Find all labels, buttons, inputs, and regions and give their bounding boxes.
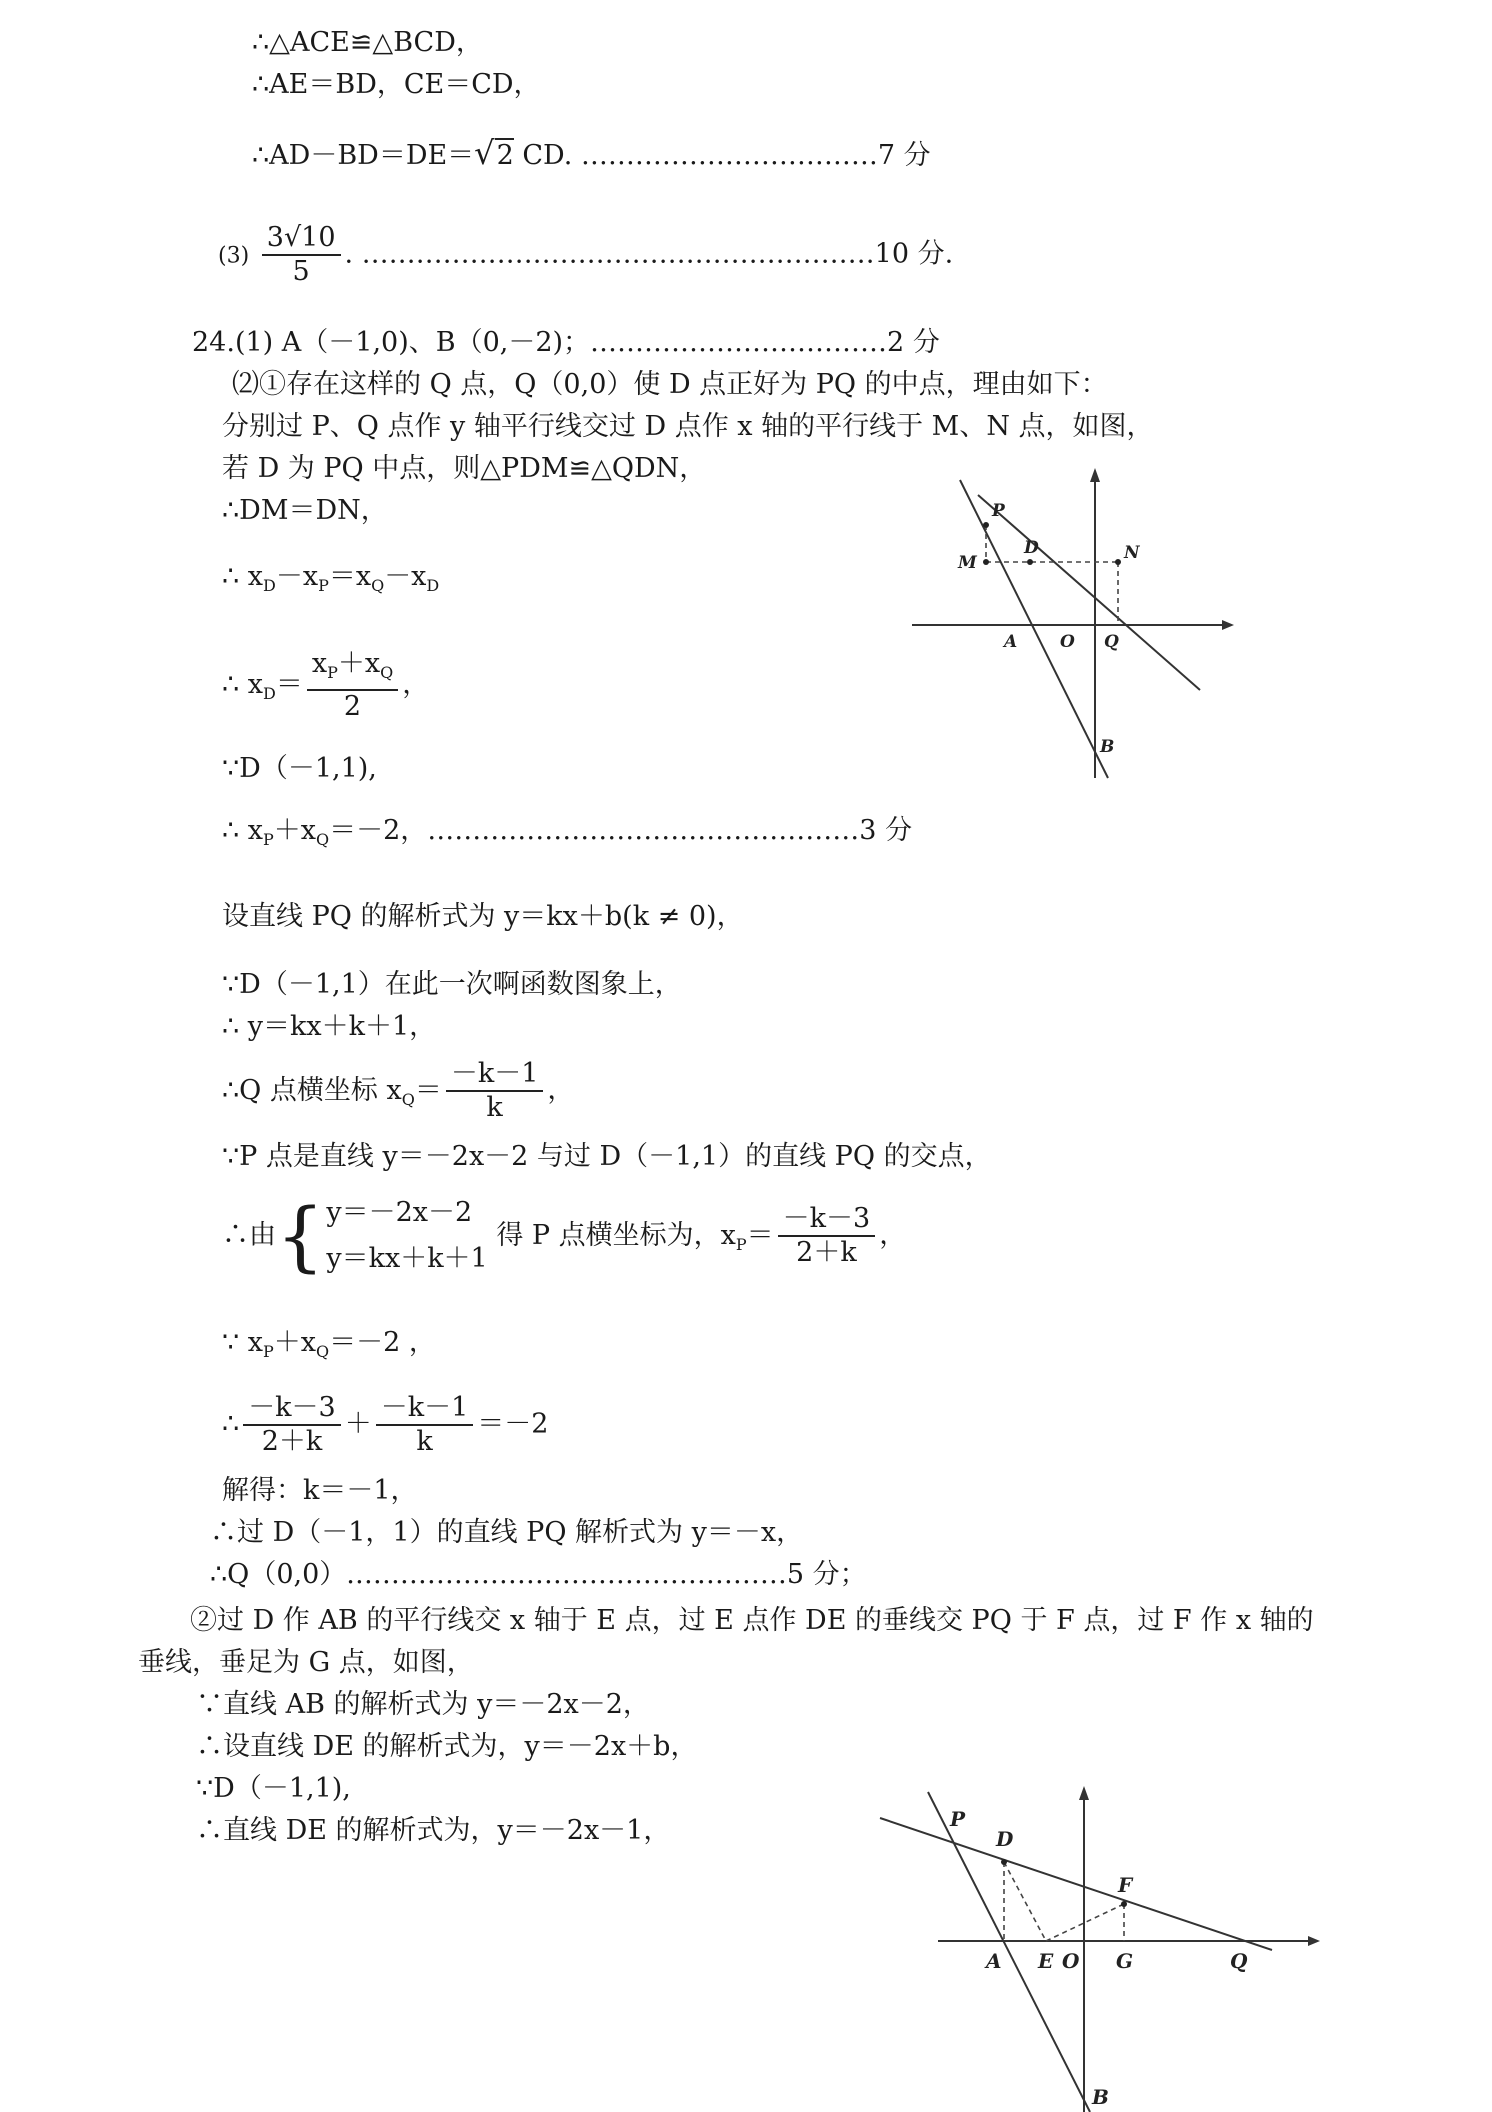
fraction-denominator: 2＋k: [796, 1237, 857, 1268]
text-line: 分别过 P、Q 点作 y 轴平行线交过 D 点作 x 轴的平行线于 M、N 点，如图，: [222, 411, 1154, 442]
fraction-numerator: －k－1: [376, 1392, 474, 1426]
label-a: A: [986, 1949, 1002, 1973]
label-b: B: [1092, 2085, 1109, 2109]
y-axis-arrow-icon: [1090, 468, 1100, 482]
point-d: [1001, 1859, 1007, 1865]
text-run: ，: [879, 1219, 907, 1251]
text-run: ＋: [344, 1408, 372, 1440]
part-label: (3): [218, 243, 250, 269]
text-line: 设直线 PQ 的解析式为 y＝kx＋b(k ≠ 0)，: [222, 901, 744, 932]
text-line: ∴ y＝kx＋k＋1，: [222, 1011, 437, 1042]
text-line: 垂线，垂足为 G 点，如图，: [138, 1647, 474, 1678]
equation-system: [276, 1190, 488, 1282]
fraction-numerator: －k－3: [243, 1392, 341, 1426]
text-line: ②过 D 作 AB 的平行线交 x 轴于 E 点，过 E 点作 DE 的垂线交 PQ 于 F 点，过 F 作 x 轴的: [190, 1605, 1314, 1636]
x-axis-arrow-icon: [1308, 1936, 1320, 1946]
text-line: [222, 1190, 906, 1282]
text-run: CD.: [522, 140, 573, 171]
figure-1-diagram: [900, 460, 1240, 790]
fraction: [262, 222, 341, 288]
fraction: [778, 1203, 876, 1269]
text-run: ＝－2: [477, 1408, 549, 1440]
label-p: P: [950, 1807, 966, 1831]
text-line: ∵直线 AB 的解析式为 y＝－2x－2，: [196, 1689, 650, 1720]
de-dashed: [1004, 1862, 1046, 1941]
text-line: [222, 648, 429, 723]
text-line: ∵D（－1,1）在此一次啊函数图象上，: [222, 969, 682, 1000]
sqrt-expression: √2: [474, 134, 514, 172]
fraction-denominator: 2: [343, 691, 362, 722]
label-q: Q: [1230, 1949, 1248, 1973]
figure-2-diagram: [860, 1778, 1320, 2112]
text-line: [222, 1058, 574, 1124]
point-d: [1027, 559, 1033, 565]
question-heading: 24.(1) A（－1,0)、B（0,－2)；……………………………2 分: [192, 327, 940, 358]
text-line: ∴直线 DE 的解析式为，y＝－2x－1，: [196, 1815, 671, 1846]
point-m: [983, 559, 989, 565]
point-p: [983, 522, 989, 528]
line-pq: [978, 495, 1200, 690]
line-ab: [960, 480, 1108, 778]
fraction-denominator: k: [416, 1426, 433, 1457]
brace-icon: {: [276, 1191, 325, 1280]
text-line: ∴设直线 DE 的解析式为，y＝－2x＋b，: [196, 1731, 698, 1762]
fraction-denominator: k: [486, 1092, 503, 1123]
label-q: Q: [1104, 632, 1119, 652]
text-line: ∴ $x_D-x_P=x_Q-x_D$: [222, 561, 440, 595]
text-line: [252, 136, 931, 173]
fraction-numerator: －k－3: [778, 1203, 876, 1237]
label-o: O: [1060, 632, 1075, 652]
equation-row: y＝kx＋k＋1: [326, 1243, 488, 1274]
fraction: [307, 648, 398, 723]
label-a: A: [1004, 632, 1018, 652]
label-o: O: [1062, 1949, 1080, 1973]
label-n: N: [1124, 543, 1140, 563]
label-p: P: [992, 501, 1005, 521]
label-d: D: [996, 1827, 1014, 1851]
text-line: ∴过 D（－1，1）的直线 PQ 解析式为 y＝－x，: [210, 1517, 804, 1548]
point-n: [1115, 559, 1121, 565]
label-e: E: [1038, 1949, 1054, 1973]
text-line: 解得：k＝－1，: [222, 1475, 418, 1506]
score-leader: ……………………………7 分: [572, 140, 931, 171]
text-line: [222, 1392, 548, 1458]
text-line: ∴AE＝BD，CE＝CD，: [252, 69, 541, 100]
fraction: [243, 1392, 341, 1458]
text-run: ∴: [222, 1408, 240, 1440]
text-run: ∴Q 点横坐标 $x_Q=$: [222, 1074, 442, 1109]
score-leader: . …………………………………………………10 分.: [344, 238, 954, 270]
text-line: 若 D 为 PQ 中点，则△PDM≌△QDN，: [222, 453, 707, 484]
text-line: ∵D（－1,1),: [222, 753, 377, 784]
text-line: ∵ $x_P+x_Q=-2$ ，: [222, 1327, 436, 1361]
fraction: [446, 1058, 544, 1124]
line-pq: [880, 1818, 1272, 1950]
equation-row: y＝－2x－2: [326, 1197, 473, 1228]
fraction-denominator: 5: [292, 256, 310, 287]
y-axis-arrow-icon: [1079, 1786, 1089, 1800]
label-m: M: [958, 553, 977, 573]
label-f: F: [1118, 1873, 1133, 1897]
text-run: ∴ $x_D=$: [222, 669, 303, 703]
text-line: [218, 222, 953, 288]
fraction-numerator: －k－1: [446, 1058, 544, 1092]
text-run: 得 P 点横坐标为，$x_P=$: [496, 1219, 774, 1254]
x-axis-arrow-icon: [1222, 620, 1234, 630]
text-run: ∴AD－BD＝DE＝: [252, 140, 475, 171]
text-line: ∵D（－1,1),: [196, 1773, 351, 1804]
fraction-numerator: $x_P+x_Q$: [307, 648, 398, 691]
text-line: ∴Q（0,0）.…………………………………………5 分；: [210, 1559, 867, 1590]
fraction-denominator: 2＋k: [261, 1426, 323, 1457]
text-line: ∴ $x_P+x_Q=-2$，…………………………………………3 分: [222, 815, 913, 849]
point-f: [1121, 1901, 1127, 1907]
text-run: ，: [547, 1074, 575, 1106]
label-b: B: [1100, 737, 1115, 757]
fraction-numerator: 3√10: [262, 222, 341, 256]
text-line: ∵P 点是直线 y＝－2x－2 与过 D（－1,1）的直线 PQ 的交点，: [222, 1141, 992, 1172]
text-line: ∴△ACE≌△BCD，: [252, 27, 483, 58]
label-d: D: [1024, 538, 1039, 558]
label-g: G: [1116, 1949, 1134, 1973]
text-run: ，: [402, 669, 430, 700]
fraction: [376, 1392, 474, 1458]
text-line: ⑵①存在这样的 Q 点，Q（0,0）使 D 点正好为 PQ 的中点，理由如下：: [232, 369, 1108, 400]
text-run: ∴由: [222, 1219, 276, 1251]
sqrt-radicand: 2: [496, 140, 514, 171]
text-line: ∴DM＝DN，: [222, 495, 388, 526]
